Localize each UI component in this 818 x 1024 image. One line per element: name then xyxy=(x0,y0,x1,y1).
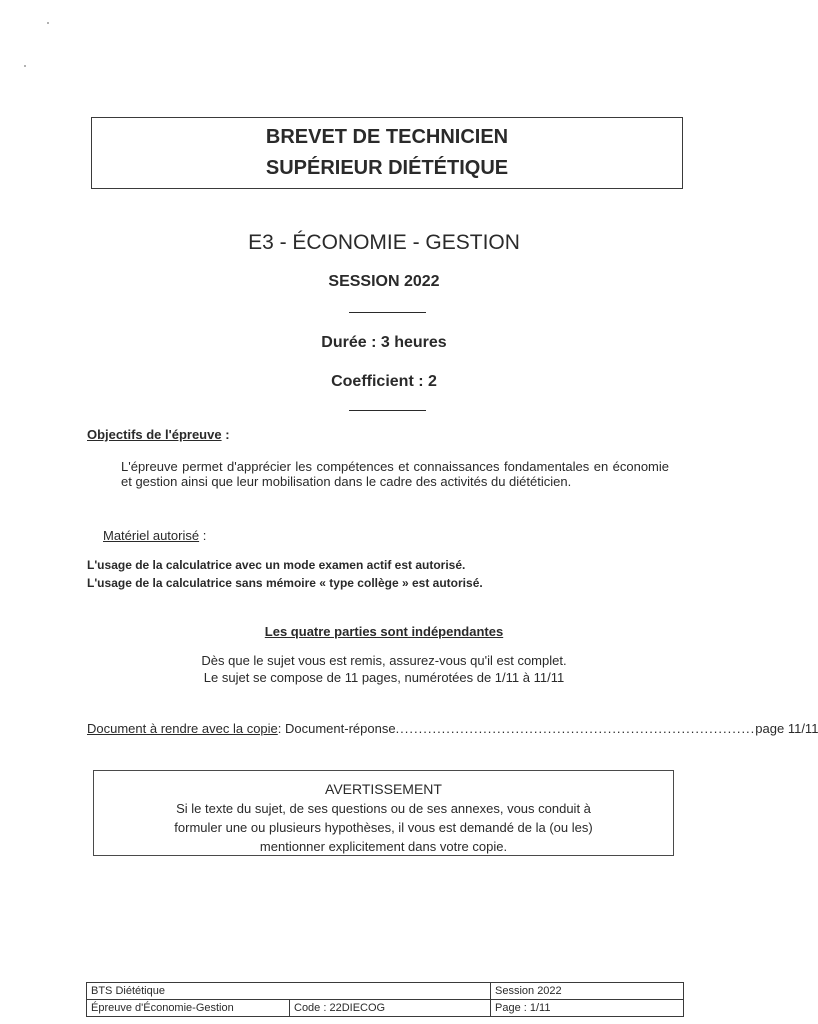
objectives-title: Objectifs de l'épreuve xyxy=(87,427,222,442)
scan-speck xyxy=(47,22,49,24)
footer-row xyxy=(87,1000,684,1017)
document-label: Document à rendre avec la copie xyxy=(87,721,278,736)
material-title-suffix: : xyxy=(199,528,207,543)
divider xyxy=(349,312,426,313)
title-line-2: SUPÉRIEUR DIÉTÉTIQUE xyxy=(265,157,509,179)
title-box xyxy=(91,117,683,189)
footer-table xyxy=(86,982,684,1017)
warning-box xyxy=(93,770,674,856)
document-type: : Document-réponse xyxy=(277,721,396,736)
calculator-rule-1: L'usage de la calculatrice avec un mode examen actif est autorisé. xyxy=(87,558,466,572)
title-line-1: BREVET DE TECHNICIEN xyxy=(265,126,509,148)
exam-duration: Durée : 3 heures xyxy=(321,334,447,351)
exam-subject: E3 - ÉCONOMIE - GESTION xyxy=(248,231,520,254)
scan-speck xyxy=(24,65,26,67)
parts-heading-text: Les quatre parties sont indépendantes xyxy=(264,624,504,639)
footer-row xyxy=(87,983,684,1000)
material-heading xyxy=(103,528,206,543)
exam-session: SESSION 2022 xyxy=(328,273,440,290)
footer-paper: Épreuve d'Économie-Gestion xyxy=(87,1000,290,1017)
warning-line-2: formuler une ou plusieurs hypothèses, il vous est demandé de la (ou les) xyxy=(174,820,593,835)
calculator-rule-2: L'usage de la calculatrice sans mémoire « type collège » est autorisé. xyxy=(87,576,483,590)
document-page: page 11/11 xyxy=(755,721,818,736)
material-title: Matériel autorisé xyxy=(103,528,200,543)
divider xyxy=(349,410,426,411)
objectives-heading xyxy=(87,427,230,442)
leader-dots: .............................................................................. xyxy=(395,721,756,736)
footer-page: Page : 1/11 xyxy=(491,1000,684,1017)
footer-code: Code : 22DIECOG xyxy=(290,1000,491,1017)
exam-coefficient: Coefficient : 2 xyxy=(331,373,437,390)
warning-line-3: mentionner explicitement dans votre copie. xyxy=(259,839,508,854)
objectives-text: L'épreuve permet d'apprécier les compétences et connaissances fondamentales en économie et gestion ainsi que leur mobilisation dans le cadre des activités du diététicien. xyxy=(121,459,669,489)
footer-session: Session 2022 xyxy=(491,983,684,1000)
page-count-note: Le sujet se compose de 11 pages, numérotées de 1/11 à 11/11 xyxy=(203,670,565,685)
completeness-note: Dès que le sujet vous est remis, assurez-vous qu'il est complet. xyxy=(201,653,567,668)
objectives-title-suffix: : xyxy=(221,427,230,442)
document-to-return xyxy=(87,721,818,736)
warning-line-1: Si le texte du sujet, de ses questions ou de ses annexes, vous conduit à xyxy=(176,801,591,816)
footer-program: BTS Diététique xyxy=(87,983,491,1000)
parts-heading xyxy=(0,624,768,639)
warning-title: AVERTISSEMENT xyxy=(325,781,442,797)
